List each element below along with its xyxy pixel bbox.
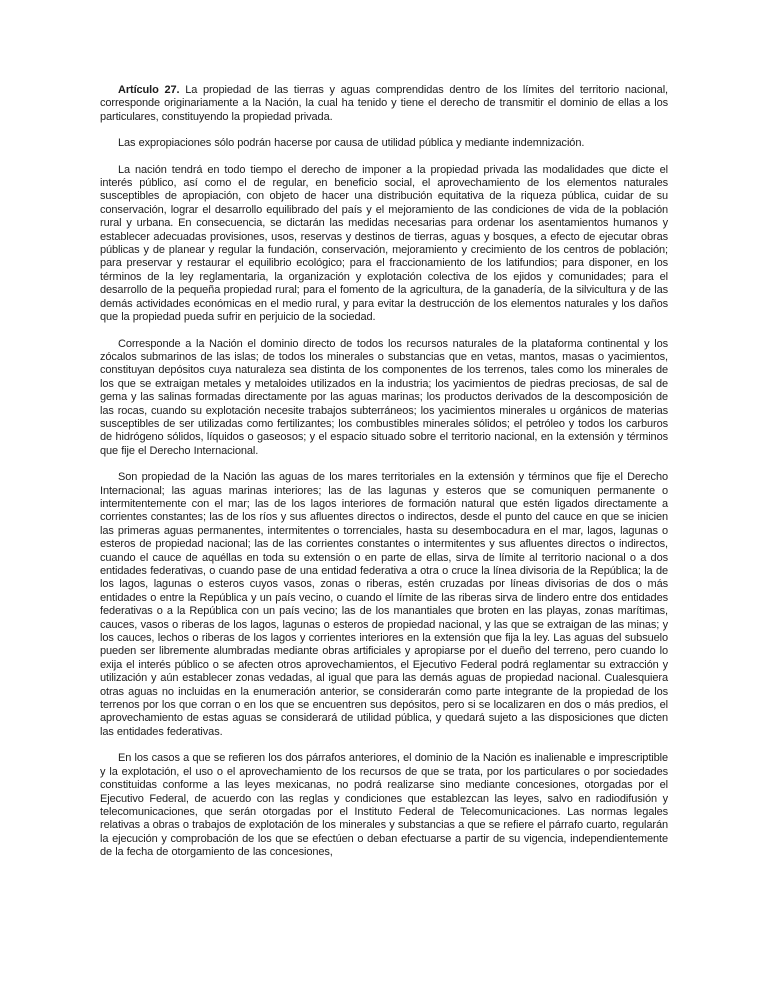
- paragraph-expropiaciones: Las expropiaciones sólo podrán hacerse por causa de utilidad pública y mediante indemnización.: [118, 137, 585, 150]
- paragraph-dominio-inalienable: En los casos a que se refieren los dos párrafos anteriores, el dominio de la Nación es inalienable e imprescriptible y la explotación, el uso o el aprovechamiento de los recursos de que se trata, por los particulares o por sociedades constituidas conforme a las leyes mexicanas, no podrá realizarse sino mediante concesiones, otorgadas por el Ejecutivo Federal, de acuerdo con las reglas y condiciones que establezcan las leyes, salvo en radiodifusión y telecomunicaciones, que serán otorgadas por el Instituto Federal de Telecomunicaciones. Las normas legales relativas a obras o trabajos de explotación de los minerales y substancias a que se refiere el párrafo cuarto, regularán la ejecución y comprobación de los que se efectúen o deban efectuarse a partir de su vigencia, independientemente de la fecha de otorgamiento de las concesiones,: [100, 752, 668, 859]
- paragraph-text: La propiedad de las tierras y aguas comprendidas dentro de los límites del territorio nacional, corresponde originariamente a la Nación, la cual ha tenido y tiene el derecho de transmitir el dominio de ellas a los particulares, constituyendo la propiedad privada.: [100, 84, 669, 123]
- paragraph-dominio-recursos-naturales: Corresponde a la Nación el dominio directo de todos los recursos naturales de la plataforma continental y los zócalos submarinos de las islas; de todos los minerales o substancias que en vetas, mantos, masas o yacimientos, constituyan depósitos cuya naturaleza sea distinta de los componentes de los terrenos, tales como los minerales de los que se extraigan metales y metaloides utilizados en la industria; los yacimientos de piedras preciosas, de sal de gema y las salinas formadas directamente por las aguas marinas; los productos derivados de la descomposición de las rocas, cuando su explotación necesite trabajos subterráneos; los yacimientos minerales u orgánicos de materias susceptibles de ser utilizadas como fertilizantes; los combustibles minerales sólidos; el petróleo y todos los carburos de hidrógeno sólidos, líquidos o gaseosos; y el espacio situado sobre el territorio nacional, en la extensión y términos que fije el Derecho Internacional.: [100, 337, 668, 457]
- paragraph-aguas-nacionales: Son propiedad de la Nación las aguas de los mares territoriales en la extensión y términos que fije el Derecho Internacional; las aguas marinas interiores; las de las lagunas y esteros que se comuniquen permanente o intermitentemente con el mar; las de los lagos interiores de formación natural que estén ligados directamente a corrientes constantes; las de los ríos y sus afluentes directos o indirectos, desde el punto del cauce en que se inicien las primeras aguas permanentes, intermitentes o torrenciales, hasta su desembocadura en el mar, lagos, lagunas o esteros de propiedad nacional; las de las corrientes constantes o intermitentes y sus afluentes directos o indirectos, cuando el cauce de aquéllas en toda su extensión o en parte de ellas, sirva de límite al territorio nacional o a dos entidades federativas, o cuando pase de una entidad federativa a otra o cruce la línea divisoria de la República; la de los lagos, lagunas o esteros cuyos vasos, zonas o riberas, estén cruzadas por líneas divisorias de dos o más entidades o entre la República y un país vecino, o cuando el límite de las riberas sirva de lindero entre dos entidades federativas o a la República con un país vecino; las de los manantiales que broten en las playas, zonas marítimas, cauces, vasos o riberas de los lagos, lagunas o esteros de propiedad nacional, y las que se extraigan de las minas; y los cauces, lechos o riberas de los lagos y corrientes interiores en la extensión que fija la ley. Las aguas del subsuelo pueden ser libremente alumbradas mediante obras artificiales y apropiarse por el dueño del terreno, pero cuando lo exija el interés público o se afecten otros aprovechamientos, el Ejecutivo Federal podrá reglamentar su extracción y utilización y aún establecer zonas vedadas, al igual que para las demás aguas de propiedad nacional. Cualesquiera otras aguas no incluidas en la enumeración anterior, se considerarán como parte integrante de la propiedad de los terrenos por los que corran o en los que se encuentren sus depósitos, pero si se localizaren en dos o más predios, el aprovechamiento de estas aguas se considerará de utilidad pública, y quedará sujeto a las disposiciones que dicten las entidades federativas.: [100, 471, 668, 738]
- paragraph-article-27-intro: [100, 84, 668, 124]
- document-page: [100, 84, 668, 860]
- article-number: Artículo 27.: [118, 84, 180, 96]
- paragraph-modalidades-propiedad: La nación tendrá en todo tiempo el derecho de imponer a la propiedad privada las modalidades que dicte el interés público, así como el de regular, en beneficio social, el aprovechamiento de los elementos naturales susceptibles de apropiación, con objeto de hacer una distribución equitativa de la riqueza pública, cuidar de su conservación, lograr el desarrollo equilibrado del país y el mejoramiento de las condiciones de vida de la población rural y urbana. En consecuencia, se dictarán las medidas necesarias para ordenar los asentamientos humanos y establecer adecuadas provisiones, usos, reservas y destinos de tierras, aguas y bosques, a efecto de ejecutar obras públicas y de planear y regular la fundación, conservación, mejoramiento y crecimiento de los centros de población; para preservar y restaurar el equilibrio ecológico; para el fraccionamiento de los latifundios; para disponer, en los términos de la ley reglamentaria, la organización y explotación colectiva de los ejidos y comunidades; para el desarrollo de la pequeña propiedad rural; para el fomento de la agricultura, de la ganadería, de la silvicultura y de las demás actividades económicas en el medio rural, y para evitar la destrucción de los elementos naturales y los daños que la propiedad pueda sufrir en perjuicio de la sociedad.: [100, 163, 668, 324]
